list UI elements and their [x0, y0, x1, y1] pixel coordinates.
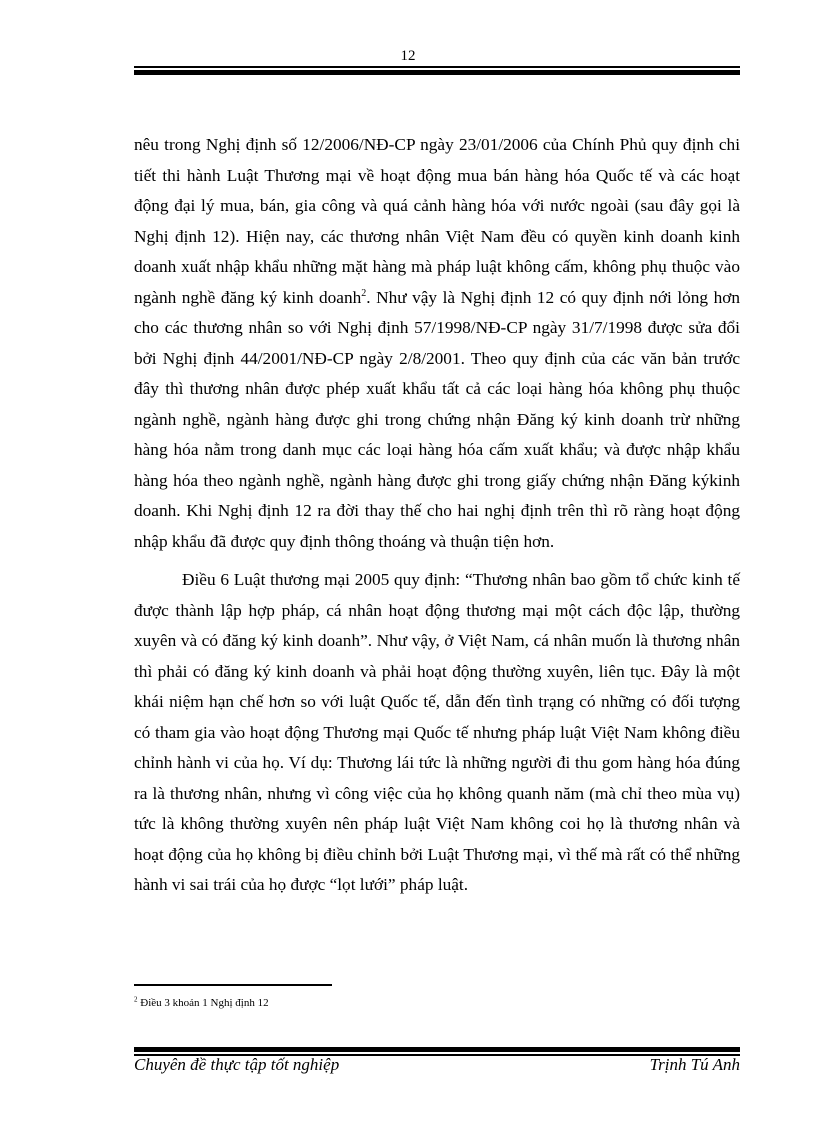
- paragraph-1: [134, 130, 740, 557]
- footnote-reference[interactable]: 2: [361, 287, 367, 299]
- footer-title: Chuyên đề thực tập tốt nghiệp: [134, 1055, 340, 1074]
- paragraph-1-part-2: . Như vậy là Nghị định 12 có quy định nới lỏng hơn cho các thương nhân so với Nghị định 57/1998/NĐ-CP ngày 31/7/1998 được sửa đổi bởi Nghị định 44/2001/NĐ-CP ngày 2/8/2001. Theo quy định của các văn bản trước đây thì thương nhân được phép xuất khẩu tất cả các loại hàng hóa không phụ thuộc ngành nghề, ngành hàng được ghi trong chứng nhận Đăng ký kinh doanh trừ những hàng hóa nằm trong danh mục các loại hàng hóa cấm xuất khẩu; và được nhập khẩu hàng hóa theo ngành nghề, ngành hàng được ghi trong giấy chứng nhận Đăng kýkinh doanh. Khi Nghị định 12 ra đời thay thế cho hai nghị định trên thì rõ ràng hoạt động nhập khẩu đã được quy định thông thoáng và thuận tiện hơn.: [134, 287, 740, 551]
- footnote: [134, 997, 269, 1009]
- header-rule: [134, 66, 740, 68]
- paragraph-1-part-1: nêu trong Nghị định số 12/2006/NĐ-CP ngày 23/01/2006 của Chính Phủ quy định chi tiết thi hành Luật Thương mại về hoạt động mua bán hàng hóa Quốc tế và các hoạt động đại lý mua, bán, gia công và quá cảnh hàng hóa với nước ngoài (sau đây gọi là Nghị định 12). Hiện nay, các thương nhân Việt Nam đều có quyền kinh doanh kinh doanh xuất nhập khẩu những mặt hàng mà pháp luật không cấm, không phụ thuộc vào ngành nghề đăng ký kinh doanh: [134, 135, 740, 307]
- footnote-number: 2: [134, 995, 138, 1004]
- footer-rule-thick: [134, 1047, 740, 1052]
- footnote-text: Điều 3 khoản 1 Nghị định 12: [137, 997, 269, 1009]
- footer-author: Trịnh Tú Anh: [649, 1055, 740, 1074]
- paragraph-2: Điều 6 Luật thương mại 2005 quy định: “Thương nhân bao gồm tổ chức kinh tế được thành lập hợp pháp, cá nhân hoạt động thương mại một cách độc lập, thường xuyên và có đăng ký kinh doanh”. Như vậy, ở Việt Nam, cá nhân muốn là thương nhân thì phải có đăng ký kinh doanh và phải hoạt động thường xuyên, liên tục. Đây là một khái niệm hạn chế hơn so với luật Quốc tế, dẫn đến tình trạng có những có đối tượng có tham gia vào hoạt động Thương mại Quốc tế nhưng pháp luật Việt Nam không điều chỉnh hành vi của họ. Ví dụ: Thương lái tức là những người đi thu gom hàng hóa đúng ra là thương nhân, nhưng vì công việc của họ không quanh năm (mà chỉ theo mùa vụ) tức là không thường xuyên nên pháp luật Việt Nam không coi họ là thương nhân và hoạt động của họ không bị điều chỉnh bởi Luật Thương mại, vì thế mà rất có thể những hành vi sai trái của họ được “lọt lưới” pháp luật.: [134, 570, 740, 894]
- footnote-rule: [134, 984, 332, 986]
- header-rule-thick: [134, 70, 740, 75]
- body-text: [134, 130, 740, 901]
- page-number: 12: [400, 48, 416, 64]
